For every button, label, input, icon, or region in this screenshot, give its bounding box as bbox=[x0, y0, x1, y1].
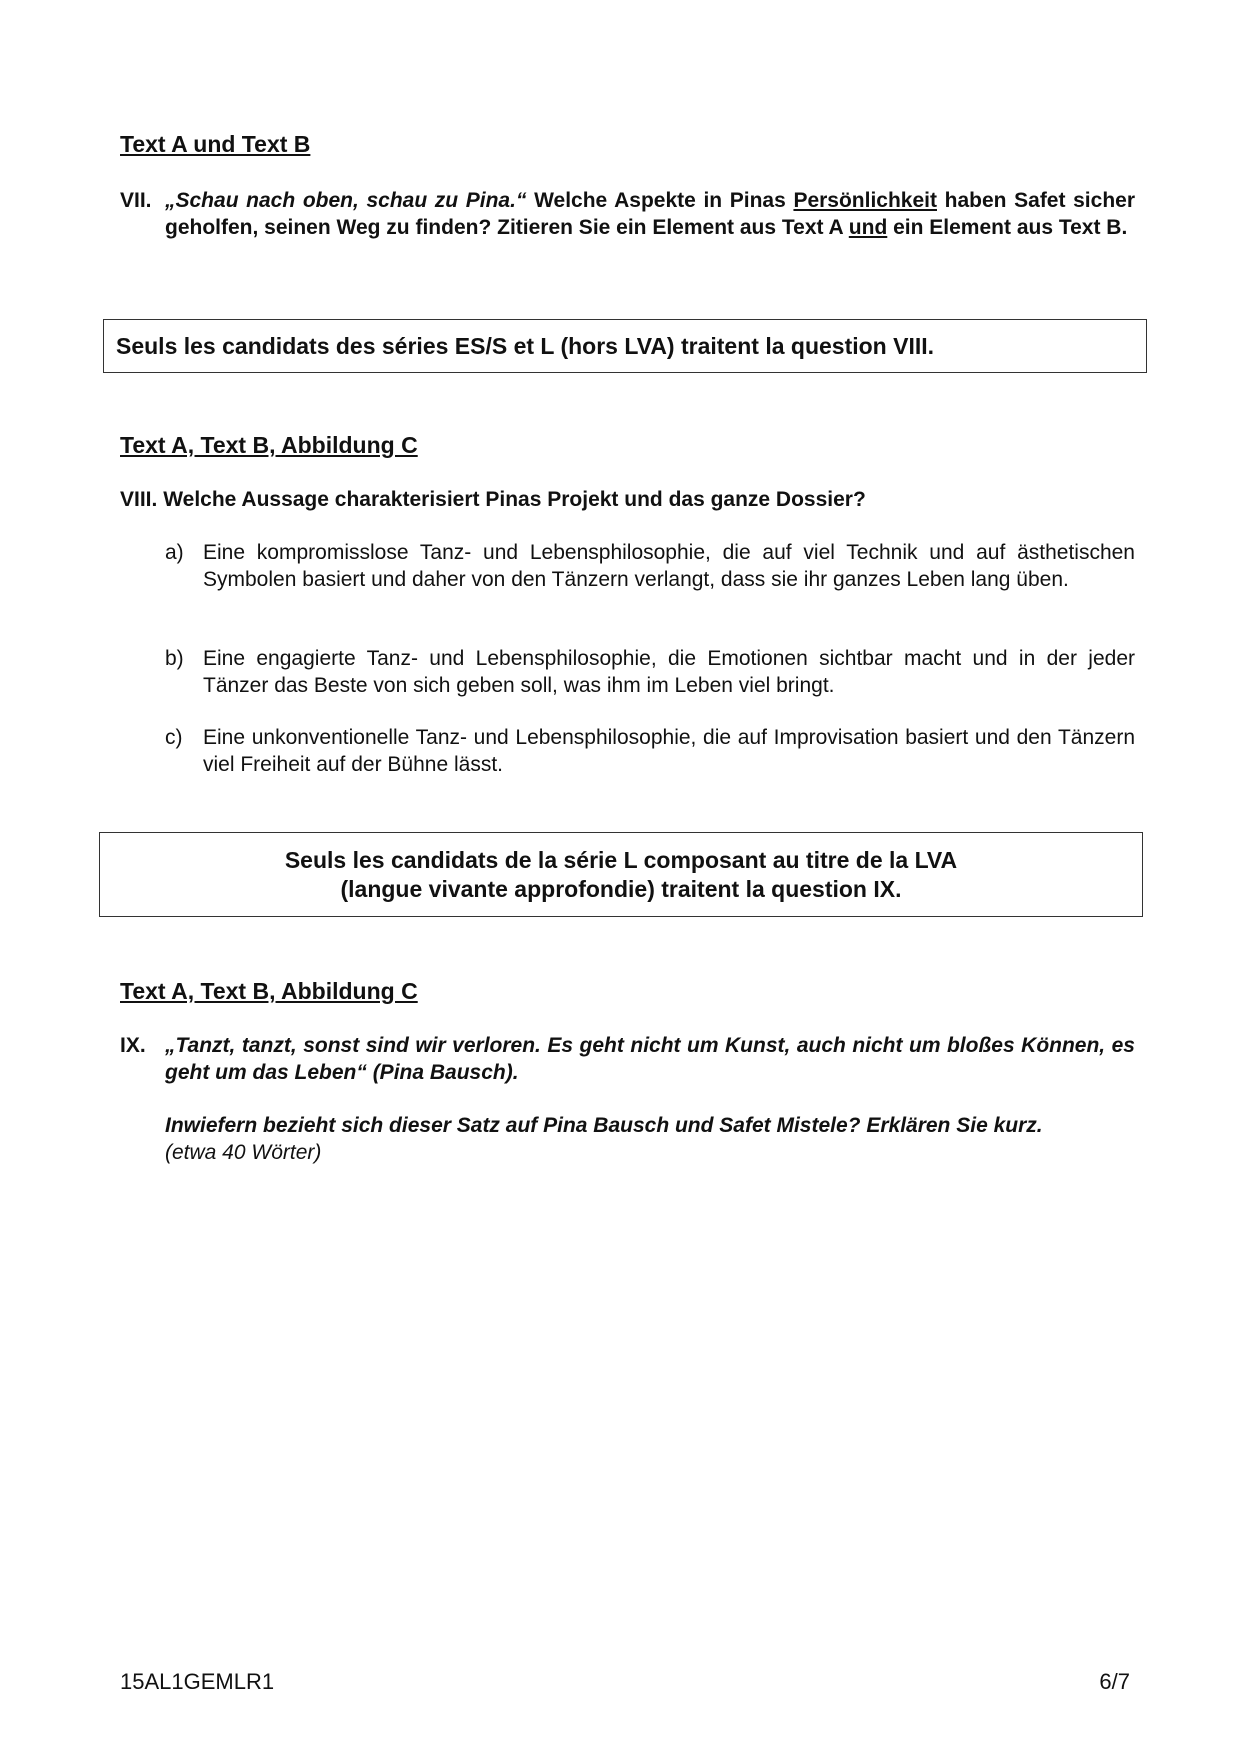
question-viii bbox=[120, 486, 1135, 513]
option-text: Eine kompromisslose Tanz- und Lebensphilosophie, die auf viel Technik und auf ästhetischen Symbolen basiert und daher von den Tänzern verlangt, dass sie ihr ganzes Leben lang üben. bbox=[203, 541, 1135, 591]
document-code: 15AL1GEMLR1 bbox=[120, 1669, 275, 1694]
word-count-hint: (etwa 40 Wörter) bbox=[165, 1141, 322, 1164]
option-c bbox=[165, 724, 1135, 778]
question-quote: „Tanzt, tanzt, sonst sind wir verloren. Es geht nicht um Kunst, auch nicht um bloßes Können, es geht um das Leben“ (Pina Bausch). bbox=[165, 1034, 1135, 1084]
underlined-word: Persönlichkeit bbox=[793, 189, 937, 212]
notice-box-question-ix bbox=[99, 832, 1143, 917]
question-quote: „Schau nach oben, schau zu Pina.“ bbox=[165, 189, 527, 212]
option-label: b) bbox=[165, 647, 184, 670]
section-heading-abbildung-c-2: Text A, Text B, Abbildung C bbox=[120, 978, 418, 1004]
question-vii bbox=[120, 187, 1135, 241]
notice-line-1: Seuls les candidats de la série L composant au titre de la LVA bbox=[284, 847, 958, 873]
notice-text: Seuls les candidats des séries ES/S et L (hors LVA) traitent la question VIII. bbox=[116, 333, 935, 359]
question-number: VIII. bbox=[120, 488, 158, 511]
underlined-word: und bbox=[848, 216, 888, 239]
notice-box-question-viii bbox=[103, 319, 1147, 373]
notice-line-2: (langue vivante approfondie) traitent la question IX. bbox=[340, 876, 902, 902]
option-b bbox=[165, 645, 1135, 699]
question-text bbox=[165, 187, 1135, 241]
option-a bbox=[165, 539, 1135, 593]
page-number: 6/7 bbox=[1099, 1669, 1130, 1694]
option-label: c) bbox=[165, 726, 183, 749]
question-text-part: ein Element aus Text B. bbox=[887, 216, 1128, 239]
question-number: IX. bbox=[120, 1034, 146, 1057]
section-heading-abbildung-c: Text A, Text B, Abbildung C bbox=[120, 432, 418, 458]
option-label: a) bbox=[165, 541, 184, 564]
section-heading-text-a-b: Text A und Text B bbox=[120, 131, 311, 157]
question-task: Inwiefern bezieht sich dieser Satz auf Pina Bausch und Safet Mistele? Erklären Sie kurz. bbox=[165, 1114, 1043, 1137]
question-ix bbox=[120, 1032, 1135, 1166]
option-text: Eine unkonventionelle Tanz- und Lebensphilosophie, die auf Improvisation basiert und den Tänzern viel Freiheit auf der Bühne lässt. bbox=[203, 726, 1135, 776]
question-text-part: Welche Aspekte in Pinas bbox=[526, 189, 794, 212]
option-text: Eine engagierte Tanz- und Lebensphilosophie, die Emotionen sichtbar macht und in der jeder Tänzer das Beste von sich geben soll, was ihm im Leben viel bringt. bbox=[203, 647, 1135, 697]
question-text-part: haben Safet sicher geholfen, seinen Weg zu finden? Zitieren Sie ein Element aus Text A bbox=[165, 189, 1135, 239]
question-text: Welche Aussage charakterisiert Pinas Projekt und das ganze Dossier? bbox=[163, 488, 866, 511]
question-number: VII. bbox=[120, 189, 152, 212]
